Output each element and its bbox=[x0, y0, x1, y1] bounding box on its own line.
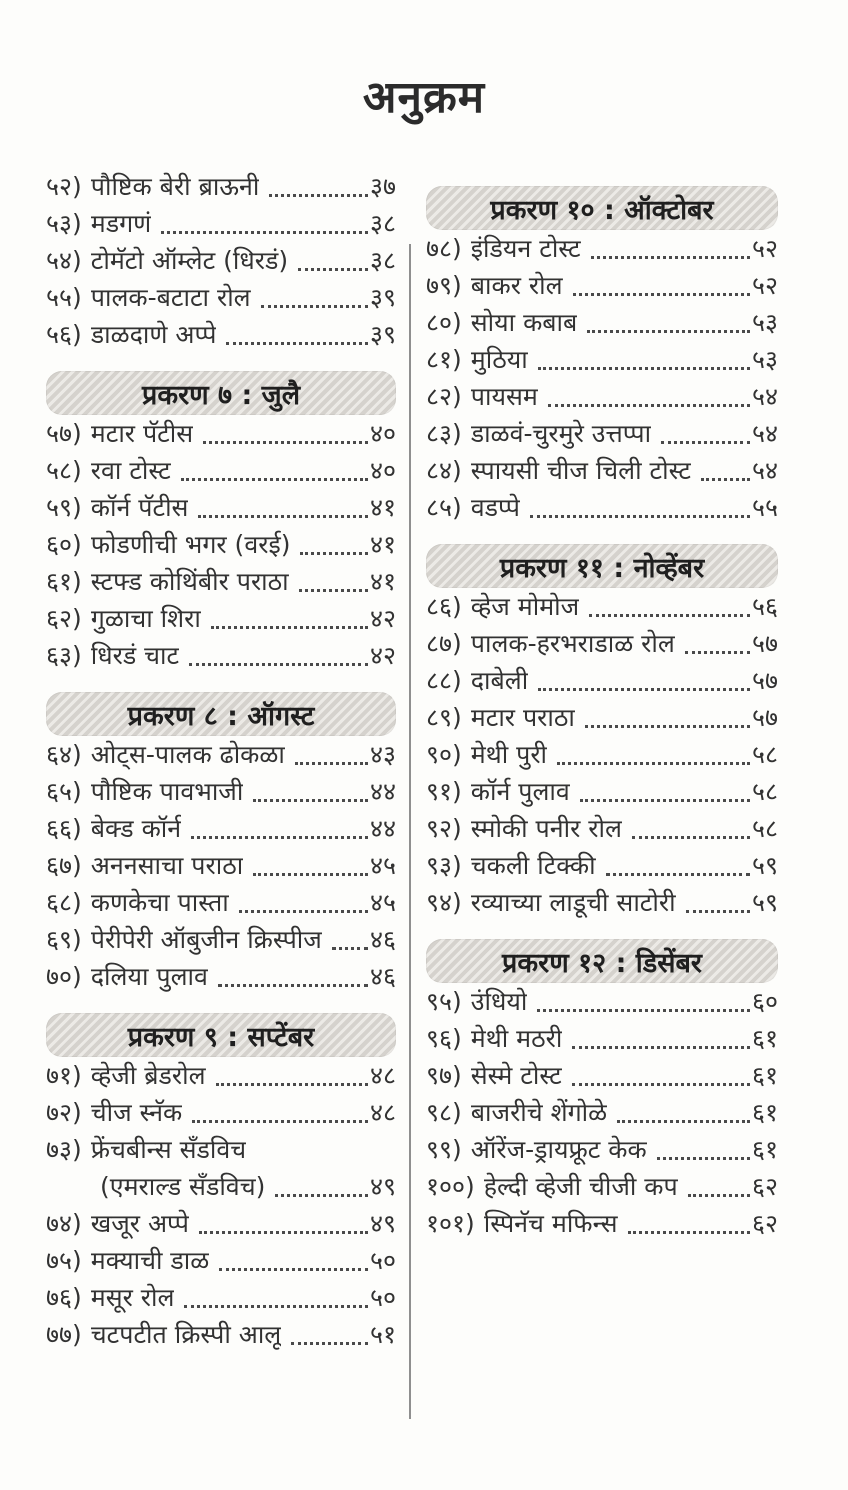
entry-title: मटार पॅटीस bbox=[90, 419, 194, 448]
dotted-leader bbox=[192, 1120, 368, 1123]
entry-title: कॉर्न पुलाव bbox=[470, 777, 570, 806]
toc-entry-row bbox=[46, 1057, 396, 1094]
entry-title: टोमॅटो ऑम्लेट (धिरडं) bbox=[90, 246, 289, 275]
chapter-header-label: प्रकरण ११ : नोव्हेंबर bbox=[499, 552, 705, 584]
dotted-leader bbox=[606, 873, 750, 876]
toc-column-right bbox=[426, 168, 778, 1242]
entry-page-number: ३९ bbox=[369, 283, 396, 312]
dotted-leader bbox=[253, 799, 368, 802]
entry-page-number: ३८ bbox=[369, 209, 396, 238]
entry-page-number: ६१ bbox=[751, 1061, 778, 1090]
entry-title: मक्याची डाळ bbox=[90, 1246, 210, 1275]
dotted-leader bbox=[557, 762, 750, 765]
entry-title: फ्रेंचबीन्स सँडविच bbox=[90, 1135, 247, 1164]
entry-page-number: ५७ bbox=[751, 666, 778, 695]
page-title: अनुक्रम bbox=[362, 72, 486, 123]
entry-title: उंधियो bbox=[470, 987, 528, 1016]
entry-title: रव्याच्या लाडूची साटोरी bbox=[470, 888, 676, 917]
chapter-header-label: प्रकरण १२ : डिसेंबर bbox=[502, 947, 702, 979]
entry-number: ७०) bbox=[46, 962, 82, 991]
entry-page-number: ४२ bbox=[369, 604, 396, 633]
entry-page-number: ६१ bbox=[751, 1135, 778, 1164]
dotted-leader bbox=[291, 1342, 368, 1345]
entry-title: कॉर्न पॅटीस bbox=[90, 493, 189, 522]
chapter-header-banner bbox=[46, 1013, 396, 1057]
entry-number: ६८) bbox=[46, 888, 82, 917]
dotted-leader bbox=[269, 194, 368, 197]
entry-page-number: ४९ bbox=[369, 1209, 396, 1238]
entry-number: ७६) bbox=[46, 1283, 82, 1312]
entry-page-number: ५४ bbox=[751, 419, 778, 448]
dotted-leader bbox=[573, 293, 750, 296]
entry-page-number: ४८ bbox=[369, 1061, 396, 1090]
entry-page-number: ६२ bbox=[751, 1209, 778, 1238]
toc-entry-row bbox=[426, 1168, 778, 1205]
entry-page-number: ६० bbox=[751, 987, 778, 1016]
toc-entry-row bbox=[426, 341, 778, 378]
entry-title: चटपटीत क्रिस्पी आलू bbox=[90, 1320, 282, 1349]
entry-title: मटार पराठा bbox=[470, 703, 575, 732]
dotted-leader bbox=[591, 256, 750, 259]
entry-title: अननसाचा पराठा bbox=[90, 851, 244, 880]
dotted-leader bbox=[617, 1120, 750, 1123]
toc-entry-row bbox=[46, 637, 396, 674]
toc-entry-row bbox=[46, 279, 396, 316]
dotted-leader bbox=[580, 799, 750, 802]
entry-number: ९५) bbox=[426, 987, 462, 1016]
entry-page-number: ५७ bbox=[751, 629, 778, 658]
entry-number: ६४) bbox=[46, 740, 82, 769]
entry-title: स्पिनॅच मफिन्स bbox=[483, 1209, 618, 1238]
chapter-header-banner bbox=[46, 692, 396, 736]
entry-page-number: ४३ bbox=[369, 740, 396, 769]
toc-entry-row bbox=[426, 378, 778, 415]
toc-column-left bbox=[46, 168, 396, 1353]
entry-number: ७२) bbox=[46, 1098, 82, 1127]
entry-title: डाळवं-चुरमुरे उत्तप्पा bbox=[470, 419, 652, 448]
entry-page-number: ५९ bbox=[751, 888, 778, 917]
entry-page-number: ४५ bbox=[369, 888, 396, 917]
entry-page-number: ६२ bbox=[751, 1172, 778, 1201]
entry-number: ५५) bbox=[46, 283, 82, 312]
entry-title: व्हेजी ब्रेडरोल bbox=[90, 1061, 206, 1090]
entry-number: ८८) bbox=[426, 666, 462, 695]
entry-page-number: ४१ bbox=[369, 567, 396, 596]
entry-title: मेथी मठरी bbox=[470, 1024, 563, 1053]
entry-number: ६५) bbox=[46, 777, 82, 806]
dotted-leader bbox=[300, 552, 368, 555]
toc-entry-row bbox=[46, 489, 396, 526]
entry-title: फोडणीची भगर (वरई) bbox=[90, 530, 291, 559]
entry-page-number: ३९ bbox=[369, 320, 396, 349]
entry-page-number: ५० bbox=[369, 1283, 396, 1312]
entry-title: बेक्ड कॉर्न bbox=[90, 814, 182, 843]
toc-entry-row bbox=[46, 316, 396, 353]
dotted-leader bbox=[538, 688, 750, 691]
entry-title: कणकेचा पास्ता bbox=[90, 888, 229, 917]
entry-number: ६०) bbox=[46, 530, 82, 559]
entry-number: ७१) bbox=[46, 1061, 82, 1090]
entry-number: ८४) bbox=[426, 456, 462, 485]
entry-number: ९८) bbox=[426, 1098, 462, 1127]
entry-title: पौष्टिक पावभाजी bbox=[90, 777, 244, 806]
entry-page-number: ४६ bbox=[369, 962, 396, 991]
toc-entry-row bbox=[46, 1168, 396, 1205]
toc-entry-row bbox=[46, 600, 396, 637]
toc-entry-row bbox=[46, 242, 396, 279]
dotted-leader bbox=[685, 651, 750, 654]
entry-page-number: ४० bbox=[369, 419, 396, 448]
chapter-header-label: प्रकरण ७ : जुलै bbox=[141, 379, 301, 411]
entry-page-number: ४१ bbox=[369, 530, 396, 559]
dotted-leader bbox=[299, 589, 368, 592]
entry-title: गुळाचा शिरा bbox=[90, 604, 201, 633]
entry-number: १०१) bbox=[426, 1209, 475, 1238]
dotted-leader bbox=[589, 614, 750, 617]
toc-entry-row bbox=[426, 230, 778, 267]
entry-title: पायसम bbox=[470, 382, 538, 411]
entry-title: व्हेज मोमोज bbox=[470, 592, 580, 621]
dotted-leader bbox=[657, 1157, 750, 1160]
dotted-leader bbox=[198, 515, 368, 518]
toc-entry-row bbox=[46, 415, 396, 452]
dotted-leader bbox=[261, 305, 368, 308]
entry-page-number: ५० bbox=[369, 1246, 396, 1275]
entry-number: ८६) bbox=[426, 592, 462, 621]
entry-number: ९२) bbox=[426, 814, 462, 843]
dotted-leader bbox=[191, 836, 368, 839]
entry-number: ५८) bbox=[46, 456, 82, 485]
entry-page-number: ५२ bbox=[751, 234, 778, 263]
entry-page-number: ४४ bbox=[369, 777, 396, 806]
toc-entry-row bbox=[426, 304, 778, 341]
dotted-leader bbox=[295, 762, 368, 765]
dotted-leader bbox=[211, 626, 368, 629]
toc-entry-row bbox=[46, 921, 396, 958]
entry-number: ६६) bbox=[46, 814, 82, 843]
entry-page-number: ५४ bbox=[751, 456, 778, 485]
book-toc-page bbox=[0, 72, 848, 1353]
entry-page-number: ४९ bbox=[369, 1172, 396, 1201]
toc-entry-row bbox=[426, 810, 778, 847]
entry-number: ८९) bbox=[426, 703, 462, 732]
entry-page-number: ५४ bbox=[751, 382, 778, 411]
toc-entry-row bbox=[426, 1057, 778, 1094]
entry-number: ५७) bbox=[46, 419, 82, 448]
dotted-leader bbox=[701, 478, 750, 481]
entry-number: ७३) bbox=[46, 1135, 82, 1164]
entry-title: ऑरेंज-ड्रायफ्रूट केक bbox=[470, 1135, 647, 1164]
entry-page-number: ४० bbox=[369, 456, 396, 485]
toc-entry-row bbox=[46, 810, 396, 847]
toc-entry-row bbox=[46, 1242, 396, 1279]
entry-number: ८३) bbox=[426, 419, 462, 448]
toc-entry-row bbox=[426, 489, 778, 526]
toc-content bbox=[0, 168, 848, 1353]
entry-number: ७८) bbox=[426, 234, 462, 263]
entry-page-number: ५६ bbox=[751, 592, 778, 621]
entry-page-number: ४८ bbox=[369, 1098, 396, 1127]
dotted-leader bbox=[572, 1046, 750, 1049]
dotted-leader bbox=[332, 947, 368, 950]
dotted-leader bbox=[585, 725, 750, 728]
entry-page-number: ४५ bbox=[369, 851, 396, 880]
entry-page-number: ५८ bbox=[751, 814, 778, 843]
entry-number: ६९) bbox=[46, 925, 82, 954]
entry-number: ५९) bbox=[46, 493, 82, 522]
entry-number: ७७) bbox=[46, 1320, 82, 1349]
entry-title: दलिया पुलाव bbox=[90, 962, 208, 991]
toc-entry-row bbox=[426, 983, 778, 1020]
toc-entry-row bbox=[426, 773, 778, 810]
toc-entry-row bbox=[426, 1131, 778, 1168]
toc-entry-row bbox=[46, 736, 396, 773]
entry-page-number: ५१ bbox=[369, 1320, 396, 1349]
toc-entry-row bbox=[46, 1316, 396, 1353]
entry-title: वडप्पे bbox=[470, 493, 520, 522]
entry-number: ५६) bbox=[46, 320, 82, 349]
entry-page-number: ५२ bbox=[751, 271, 778, 300]
dotted-leader bbox=[218, 984, 368, 987]
dotted-leader bbox=[189, 663, 368, 666]
entry-page-number: ६१ bbox=[751, 1098, 778, 1127]
dotted-leader bbox=[226, 342, 368, 345]
entry-page-number: ५३ bbox=[751, 308, 778, 337]
entry-title: इंडियन टोस्ट bbox=[470, 234, 581, 263]
entry-page-number: ३८ bbox=[369, 246, 396, 275]
entry-number: ७४) bbox=[46, 1209, 82, 1238]
entry-number: ९३) bbox=[426, 851, 462, 880]
chapter-header-label: प्रकरण ९ : सप्टेंबर bbox=[127, 1021, 315, 1053]
entry-title: स्पायसी चीज चिली टोस्ट bbox=[470, 456, 691, 485]
entry-page-number: ३७ bbox=[369, 172, 396, 201]
toc-entry-row bbox=[426, 699, 778, 736]
entry-number: ९९) bbox=[426, 1135, 462, 1164]
dotted-leader bbox=[632, 836, 750, 839]
chapter-header-label: प्रकरण १० : ऑक्टोबर bbox=[490, 194, 714, 226]
toc-entry-row bbox=[46, 958, 396, 995]
toc-entry-row bbox=[426, 267, 778, 304]
entry-page-number: ४६ bbox=[369, 925, 396, 954]
entry-title: चकली टिक्की bbox=[470, 851, 596, 880]
entry-title: पेरीपेरी ऑबुजीन क्रिस्पीज bbox=[90, 925, 322, 954]
dotted-leader bbox=[275, 1194, 368, 1197]
toc-entry-row bbox=[426, 847, 778, 884]
entry-number: ९४) bbox=[426, 888, 462, 917]
toc-entry-row bbox=[46, 1131, 396, 1168]
entry-title: मसूर रोल bbox=[90, 1283, 175, 1312]
entry-page-number: ५५ bbox=[751, 493, 778, 522]
toc-entry-row bbox=[46, 1094, 396, 1131]
toc-entry-row bbox=[426, 1020, 778, 1057]
dotted-leader bbox=[548, 404, 750, 407]
dotted-leader bbox=[298, 268, 368, 271]
dotted-leader bbox=[181, 478, 368, 481]
toc-entry-row bbox=[426, 625, 778, 662]
entry-title: मुठिया bbox=[470, 345, 528, 374]
entry-title: दाबेली bbox=[470, 666, 529, 695]
entry-page-number: ४४ bbox=[369, 814, 396, 843]
entry-number: ९०) bbox=[426, 740, 462, 769]
chapter-header-banner bbox=[426, 939, 778, 983]
toc-entry-row bbox=[46, 452, 396, 489]
dotted-leader bbox=[572, 1083, 750, 1086]
dotted-leader bbox=[199, 1231, 368, 1234]
entry-number: ७९) bbox=[426, 271, 462, 300]
entry-title: धिरडं चाट bbox=[90, 641, 180, 670]
entry-number: ६७) bbox=[46, 851, 82, 880]
toc-entry-row bbox=[426, 415, 778, 452]
entry-page-number: ५७ bbox=[751, 703, 778, 732]
toc-entry-row bbox=[426, 884, 778, 921]
entry-title: बाजरीचे शेंगोळे bbox=[470, 1098, 608, 1127]
entry-number: ८२) bbox=[426, 382, 462, 411]
dotted-leader bbox=[161, 231, 368, 234]
entry-number: ६३) bbox=[46, 641, 82, 670]
entry-number: ५४) bbox=[46, 246, 82, 275]
toc-entry-row bbox=[46, 1279, 396, 1316]
entry-number: ५३) bbox=[46, 209, 82, 238]
entry-title: पालक-बटाटा रोल bbox=[90, 283, 251, 312]
entry-number: ६२) bbox=[46, 604, 82, 633]
entry-title: मेथी पुरी bbox=[470, 740, 548, 769]
chapter-header-label: प्रकरण ८ : ऑगस्ट bbox=[127, 700, 315, 732]
dotted-leader bbox=[530, 515, 750, 518]
toc-entry-row bbox=[46, 563, 396, 600]
column-divider bbox=[409, 244, 411, 1419]
entry-page-number: ५३ bbox=[751, 345, 778, 374]
entry-title: रवा टोस्ट bbox=[90, 456, 171, 485]
entry-title: मडगणं bbox=[90, 209, 152, 238]
toc-entry-row bbox=[46, 773, 396, 810]
toc-entry-row bbox=[46, 205, 396, 242]
toc-entry-row bbox=[46, 884, 396, 921]
entry-title: पालक-हरभराडाळ रोल bbox=[470, 629, 675, 658]
dotted-leader bbox=[216, 1083, 368, 1086]
dotted-leader bbox=[688, 1194, 750, 1197]
entry-title: स्मोकी पनीर रोल bbox=[470, 814, 622, 843]
entry-title: हेल्दी व्हेजी चीजी कप bbox=[483, 1172, 678, 1201]
entry-title: खजूर अप्पे bbox=[90, 1209, 189, 1238]
entry-number: ९१) bbox=[426, 777, 462, 806]
chapter-header-banner bbox=[426, 544, 778, 588]
entry-title: बाकर रोल bbox=[470, 271, 563, 300]
dotted-leader bbox=[239, 910, 368, 913]
toc-entry-row bbox=[426, 1205, 778, 1242]
toc-entry-row bbox=[426, 736, 778, 773]
entry-page-number: ६१ bbox=[751, 1024, 778, 1053]
entry-title: पौष्टिक बेरी ब्राऊनी bbox=[90, 172, 260, 201]
toc-entry-row bbox=[426, 662, 778, 699]
dotted-leader bbox=[628, 1231, 750, 1234]
entry-number: ६१) bbox=[46, 567, 82, 596]
dotted-leader bbox=[253, 873, 368, 876]
entry-title: (एमराल्ड सँडविच) bbox=[100, 1172, 266, 1201]
entry-title: सोया कबाब bbox=[470, 308, 578, 337]
entry-page-number: ५८ bbox=[751, 777, 778, 806]
entry-number: ८१) bbox=[426, 345, 462, 374]
toc-entry-row bbox=[46, 847, 396, 884]
dotted-leader bbox=[203, 441, 368, 444]
toc-entry-row bbox=[426, 1094, 778, 1131]
dotted-leader bbox=[661, 441, 750, 444]
entry-number: ९७) bbox=[426, 1061, 462, 1090]
entry-page-number: ५९ bbox=[751, 851, 778, 880]
toc-entry-row bbox=[426, 588, 778, 625]
entry-number: ८७) bbox=[426, 629, 462, 658]
entry-page-number: ४२ bbox=[369, 641, 396, 670]
toc-entry-row bbox=[426, 452, 778, 489]
chapter-header-banner bbox=[46, 371, 396, 415]
dotted-leader bbox=[184, 1305, 368, 1308]
dotted-leader bbox=[537, 1009, 750, 1012]
entry-title: स्टफ्ड कोथिंबीर पराठा bbox=[90, 567, 289, 596]
entry-title: सेस्मे टोस्ट bbox=[470, 1061, 562, 1090]
toc-entry-row bbox=[46, 526, 396, 563]
entry-number: ८५) bbox=[426, 493, 462, 522]
entry-number: ९६) bbox=[426, 1024, 462, 1053]
entry-page-number: ५८ bbox=[751, 740, 778, 769]
toc-entry-row bbox=[46, 1205, 396, 1242]
toc-entry-row bbox=[46, 168, 396, 205]
dotted-leader bbox=[686, 910, 750, 913]
entry-number: ८०) bbox=[426, 308, 462, 337]
chapter-header-banner bbox=[426, 186, 778, 230]
entry-number: १००) bbox=[426, 1172, 475, 1201]
entry-title: डाळदाणे अप्पे bbox=[90, 320, 217, 349]
entry-number: ५२) bbox=[46, 172, 82, 201]
dotted-leader bbox=[587, 330, 750, 333]
entry-page-number: ४१ bbox=[369, 493, 396, 522]
entry-title: ओट्स-पालक ढोकळा bbox=[90, 740, 285, 769]
dotted-leader bbox=[538, 367, 750, 370]
entry-title: चीज स्नॅक bbox=[90, 1098, 183, 1127]
entry-number: ७५) bbox=[46, 1246, 82, 1275]
dotted-leader bbox=[219, 1268, 368, 1271]
